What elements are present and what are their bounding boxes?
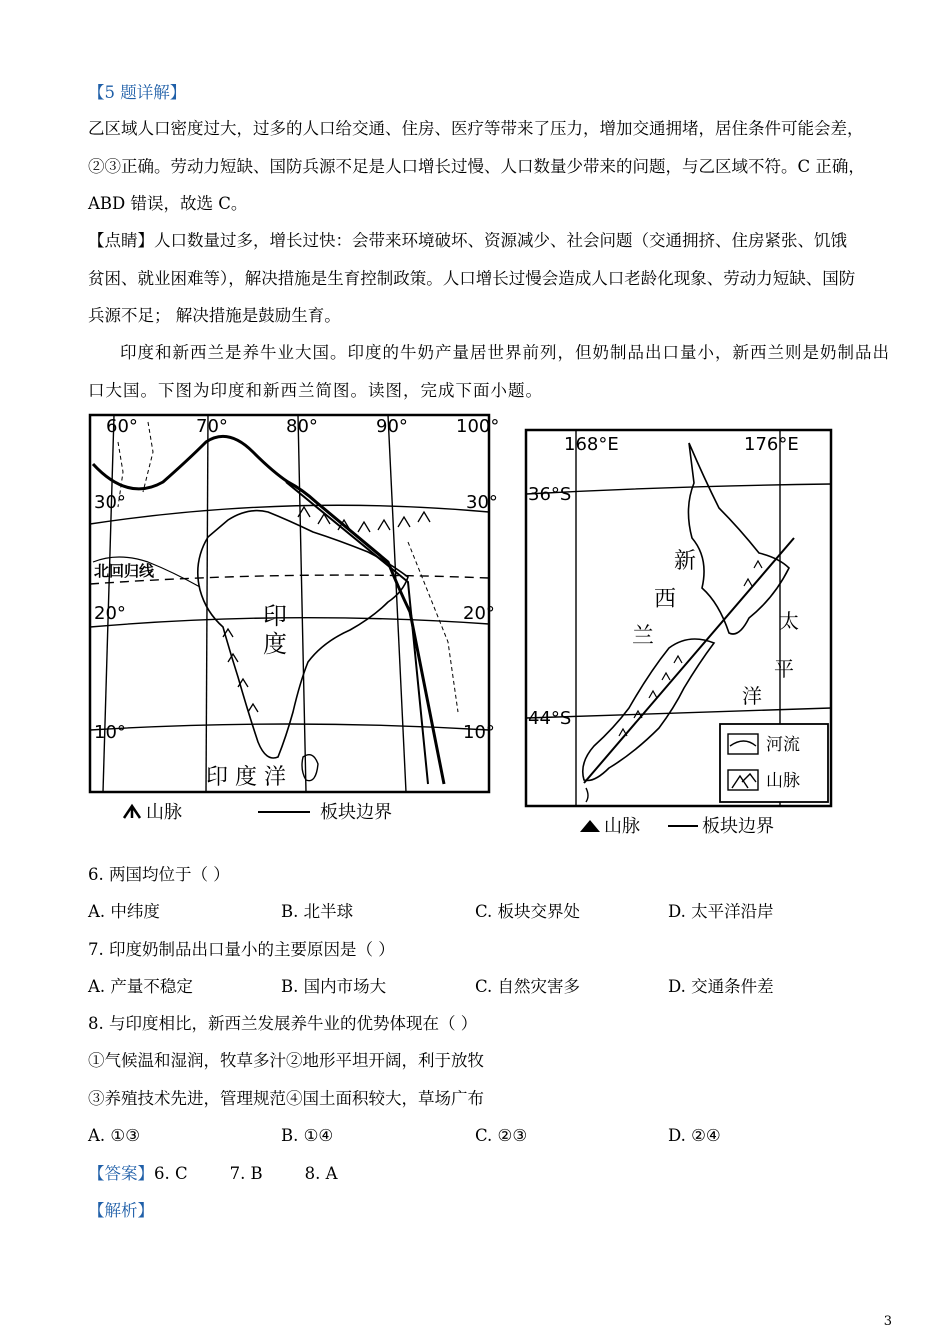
- india-label-1: 印: [263, 602, 287, 630]
- lat-44-label: 44°S: [528, 708, 572, 729]
- new-zealand-map: [524, 428, 834, 840]
- analysis-label: 【解析】: [88, 1201, 154, 1220]
- q7-option-a: A. 产量不稳定: [88, 977, 193, 996]
- lat-10-right-label: 10°: [463, 722, 495, 743]
- pacific-label-3: 洋: [742, 684, 762, 708]
- q6-option-d: D. 太平洋沿岸: [668, 902, 774, 921]
- lon-100-label: 100°: [456, 416, 500, 437]
- lon-90-label: 90°: [376, 416, 408, 437]
- lon-60-label: 60°: [106, 416, 138, 437]
- lat-10-left-label: 10°: [94, 722, 126, 743]
- caption-mountain-label: 山脉: [604, 816, 640, 837]
- india-label-2: 度: [263, 630, 287, 658]
- india-map: [88, 412, 500, 832]
- q8-option-b: B. ①④: [281, 1126, 334, 1145]
- q6-option-b: B. 北半球: [281, 902, 354, 921]
- answer-label: 【答案】: [88, 1164, 154, 1183]
- mountain-legend-icon: [124, 806, 140, 818]
- page-number: 3: [883, 1314, 892, 1329]
- lon-80-label: 80°: [286, 416, 318, 437]
- intro-line-2: 口大国。下图为印度和新西兰简图。读图，完成下面小题。: [88, 381, 543, 400]
- q7-option-b: B. 国内市场大: [281, 977, 387, 996]
- nz-label-3: 兰: [632, 624, 655, 649]
- section5-paragraph-line-2: ②③正确。劳动力短缺、国防兵源不足是人口增长过慢、人口数量少带来的问题，与乙区域不符。C 正确，: [88, 157, 865, 176]
- q7-option-c: C. 自然灾害多: [475, 977, 581, 996]
- q8-statements-1: ①气候温和湿润，牧草多汁②地形平坦开阔，利于放牧: [88, 1051, 484, 1070]
- tip-line-1: 【点睛】人口数量过多，增长过快：会带来环境破坏、资源减少、社会问题（交通拥挤、住房紧张、饥饿: [88, 231, 847, 250]
- lat-36-label: 36°S: [528, 484, 572, 505]
- caption-boundary-label: 板块边界: [702, 816, 774, 837]
- answer-line: [88, 1163, 338, 1185]
- lon-70-label: 70°: [196, 416, 228, 437]
- intro-line-1: 印度和新西兰是养牛业大国。印度的牛奶产量居世界前列，但奶制品出口量小，新西兰则是奶制品出: [120, 343, 890, 362]
- q8-option-a: A. ①③: [88, 1126, 140, 1145]
- answer-text: 6. C 7. B 8. A: [154, 1164, 338, 1183]
- q6-stem: 6. 两国均位于（ ）: [88, 865, 230, 884]
- q8-option-d: D. ②④: [668, 1126, 721, 1145]
- q6-option-a: A. 中纬度: [88, 902, 160, 921]
- tip-line-3: 兵源不足； 解决措施是鼓励生育。: [88, 306, 341, 325]
- lat-20-left-label: 20°: [94, 603, 126, 624]
- q7-stem: 7. 印度奶制品出口量小的主要原因是（ ）: [88, 940, 395, 959]
- legend-boundary-label: 板块边界: [320, 802, 392, 823]
- section5-paragraph-line-1: 乙区域人口密度过大，过多的人口给交通、住房、医疗等带来了压力，增加交通拥堵，居住条件可能会差，: [88, 119, 864, 138]
- section5-header: 【5 题详解】: [88, 83, 187, 102]
- q8-option-c: C. ②③: [475, 1126, 528, 1145]
- tropic-label: 北回归线: [94, 562, 155, 580]
- legend-box-mountain-label: 山脉: [766, 771, 800, 791]
- caption-mountain-icon: [580, 820, 600, 832]
- indian-ocean-label: 印 度 洋: [206, 765, 286, 790]
- lon-168-label: 168°E: [564, 434, 619, 455]
- pacific-label-1: 太: [779, 609, 799, 633]
- legend-mountain-label: 山脉: [146, 802, 182, 823]
- q7-option-d: D. 交通条件差: [668, 977, 774, 996]
- section5-paragraph-line-3: ABD 错误，故选 C。: [88, 194, 248, 213]
- lat-30-right-label: 30°: [466, 492, 498, 513]
- lon-176-label: 176°E: [744, 434, 799, 455]
- legend-river-label: 河流: [766, 735, 800, 755]
- lat-30-left-label: 30°: [94, 492, 126, 513]
- nz-label-1: 新: [674, 549, 697, 574]
- q6-option-c: C. 板块交界处: [475, 902, 581, 921]
- q8-statements-2: ③养殖技术先进，管理规范④国土面积较大，草场广布: [88, 1089, 484, 1108]
- lat-20-right-label: 20°: [463, 603, 495, 624]
- nz-label-2: 西: [654, 587, 677, 612]
- q8-stem: 8. 与印度相比，新西兰发展养牛业的优势体现在（ ）: [88, 1014, 478, 1033]
- tip-line-2: 贫困、就业困难等），解决措施是生育控制政策。人口增长过慢会造成人口老龄化现象、劳动力短缺、国防: [88, 269, 856, 288]
- pacific-label-2: 平: [774, 657, 794, 681]
